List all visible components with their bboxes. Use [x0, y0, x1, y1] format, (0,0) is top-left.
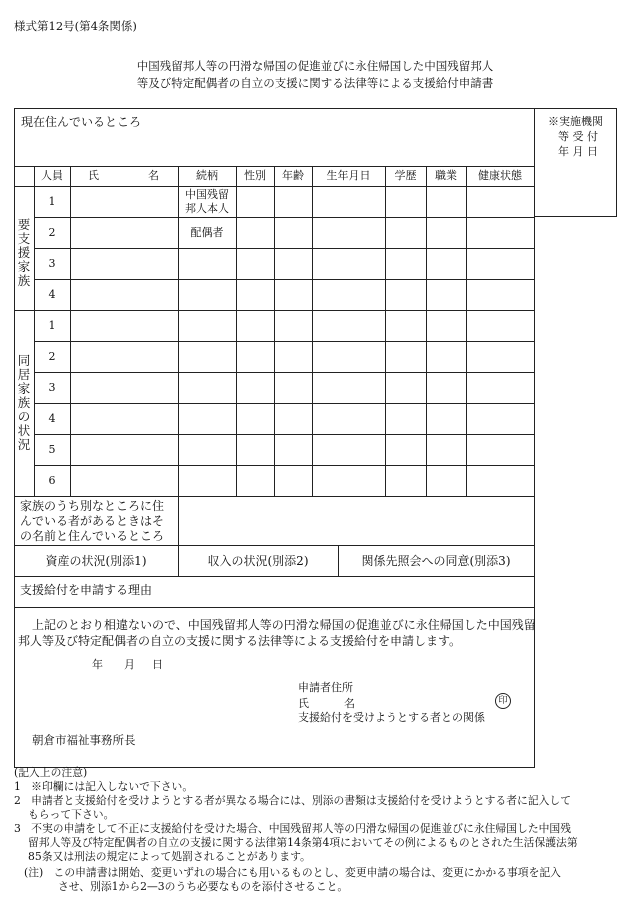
cohabiting-row-1: 1: [48, 319, 56, 332]
support-row-4: 4: [48, 288, 56, 301]
relation-self-line-1: 中国残留: [185, 188, 229, 201]
col-header-occupation: 職業: [435, 169, 457, 182]
title-line-2: 等及び特定配偶者の自立の支援に関する法律等による支援給付申請書: [136, 76, 494, 90]
cohabiting-family-label: 同 居 家 族 の 状 況: [17, 353, 31, 452]
separate-family-line-1: 家族のうち別なところに住: [20, 499, 165, 513]
address-label: 現在住んでいるところ: [21, 115, 142, 129]
applicant-name-label-surname: 氏: [298, 697, 309, 710]
col-header-age: 年齢: [282, 169, 304, 182]
support-row-3: 3: [48, 257, 56, 270]
relation-self-line-2: 邦人本人: [185, 202, 229, 215]
col-header-health: 健康状態: [478, 169, 522, 182]
date-day: 日: [152, 658, 163, 671]
col-header-sex: 性別: [244, 169, 266, 182]
col-header-birthdate: 生年月日: [326, 169, 371, 182]
relation-to-recipient-label: 支援給付を受けようとする者との関係: [298, 711, 485, 724]
note-3-continued-2: 85条又は刑法の規定によって処罰されることがあります。: [28, 850, 311, 863]
remark: (注) この申請書は開始、変更いずれの場合にも用いるものとし、変更申請の場合は、変更にかかる事項を記入: [24, 866, 561, 879]
declaration-line-1: 上記のとおり相違ないので、中国残留邦人等の円滑な帰国の促進並びに永住帰国した中国残留: [32, 618, 536, 632]
note-2-continued: もらって下さい。: [28, 808, 115, 821]
support-row-1: 1: [48, 195, 56, 208]
col-header-education: 学歴: [394, 169, 417, 182]
seal-mark: 印: [495, 693, 511, 709]
separate-family-line-2: んでいる者があるときはそ: [20, 514, 165, 528]
attachment-consent: 関係先照会への同意(別添3): [361, 554, 511, 568]
attachment-assets: 資産の状況(別添1): [45, 554, 147, 568]
cohabiting-row-4: 4: [48, 412, 56, 425]
col-header-relation: 続柄: [196, 169, 218, 182]
reception-label-line-2: 等 受 付: [558, 130, 598, 143]
reception-label-line-3: 年 月 日: [558, 145, 598, 158]
document-title: [0, 58, 630, 92]
note-1: 1 ※印欄には記入しないで下さい。: [14, 780, 194, 793]
date-month: 月: [124, 658, 135, 671]
notes-section: [14, 766, 624, 894]
note-3: 3 不実の申請をして不正に支援給付を受けた場合、中国残留邦人等の円滑な帰国の促進並びに永住帰国した中国残: [14, 822, 572, 835]
col-header-surname: 氏: [88, 169, 99, 182]
date-year: 年: [92, 658, 103, 671]
note-2: 2 申請者と支援給付を受けようとする者が異なる場合には、別添の書類は支援給付を受けようとする者に記入して: [14, 794, 572, 807]
col-header-given-name: 名: [148, 169, 159, 182]
title-line-1: 中国残留邦人等の円滑な帰国の促進並びに永住帰国した中国残留邦人: [136, 59, 494, 73]
reason-label: 支援給付を申請する理由: [20, 583, 153, 597]
remark-continued: させ、別添1から2—3のうち必要なものを添付させること。: [58, 880, 349, 893]
form-number: 様式第12号(第4条関係): [14, 19, 137, 33]
separate-family-line-3: の名前と住んでいるところ: [20, 529, 165, 543]
reception-label-line-1: ※実施機関: [548, 115, 603, 128]
notes-heading: (記入上の注意): [14, 766, 88, 779]
declaration-line-2: 邦人等及び特定配偶者の自立の支援に関する法律等による支援給付を申請します。: [18, 634, 462, 648]
application-form: [14, 108, 617, 768]
cohabiting-row-5: 5: [48, 443, 56, 456]
attachment-income: 収入の状況(別添2): [207, 554, 309, 568]
col-header-count: 人員: [41, 169, 63, 182]
addressee: 朝倉市福祉事務所長: [32, 733, 136, 747]
note-3-continued-1: 留邦人等及び特定配偶者の自立の支援に関する法律第14条第4項においてその例によるものとされた生活保護法第: [28, 836, 578, 849]
support-row-2: 2: [48, 226, 56, 239]
applicant-name-label-given: 名: [344, 697, 355, 710]
cohabiting-row-6: 6: [48, 474, 56, 487]
applicant-address-label: 申請者住所: [298, 681, 353, 694]
cohabiting-row-2: 2: [48, 350, 56, 363]
cohabiting-row-3: 3: [48, 381, 56, 394]
relation-spouse: 配偶者: [190, 226, 224, 239]
support-family-label: 要 支 援 家 族: [17, 217, 31, 288]
